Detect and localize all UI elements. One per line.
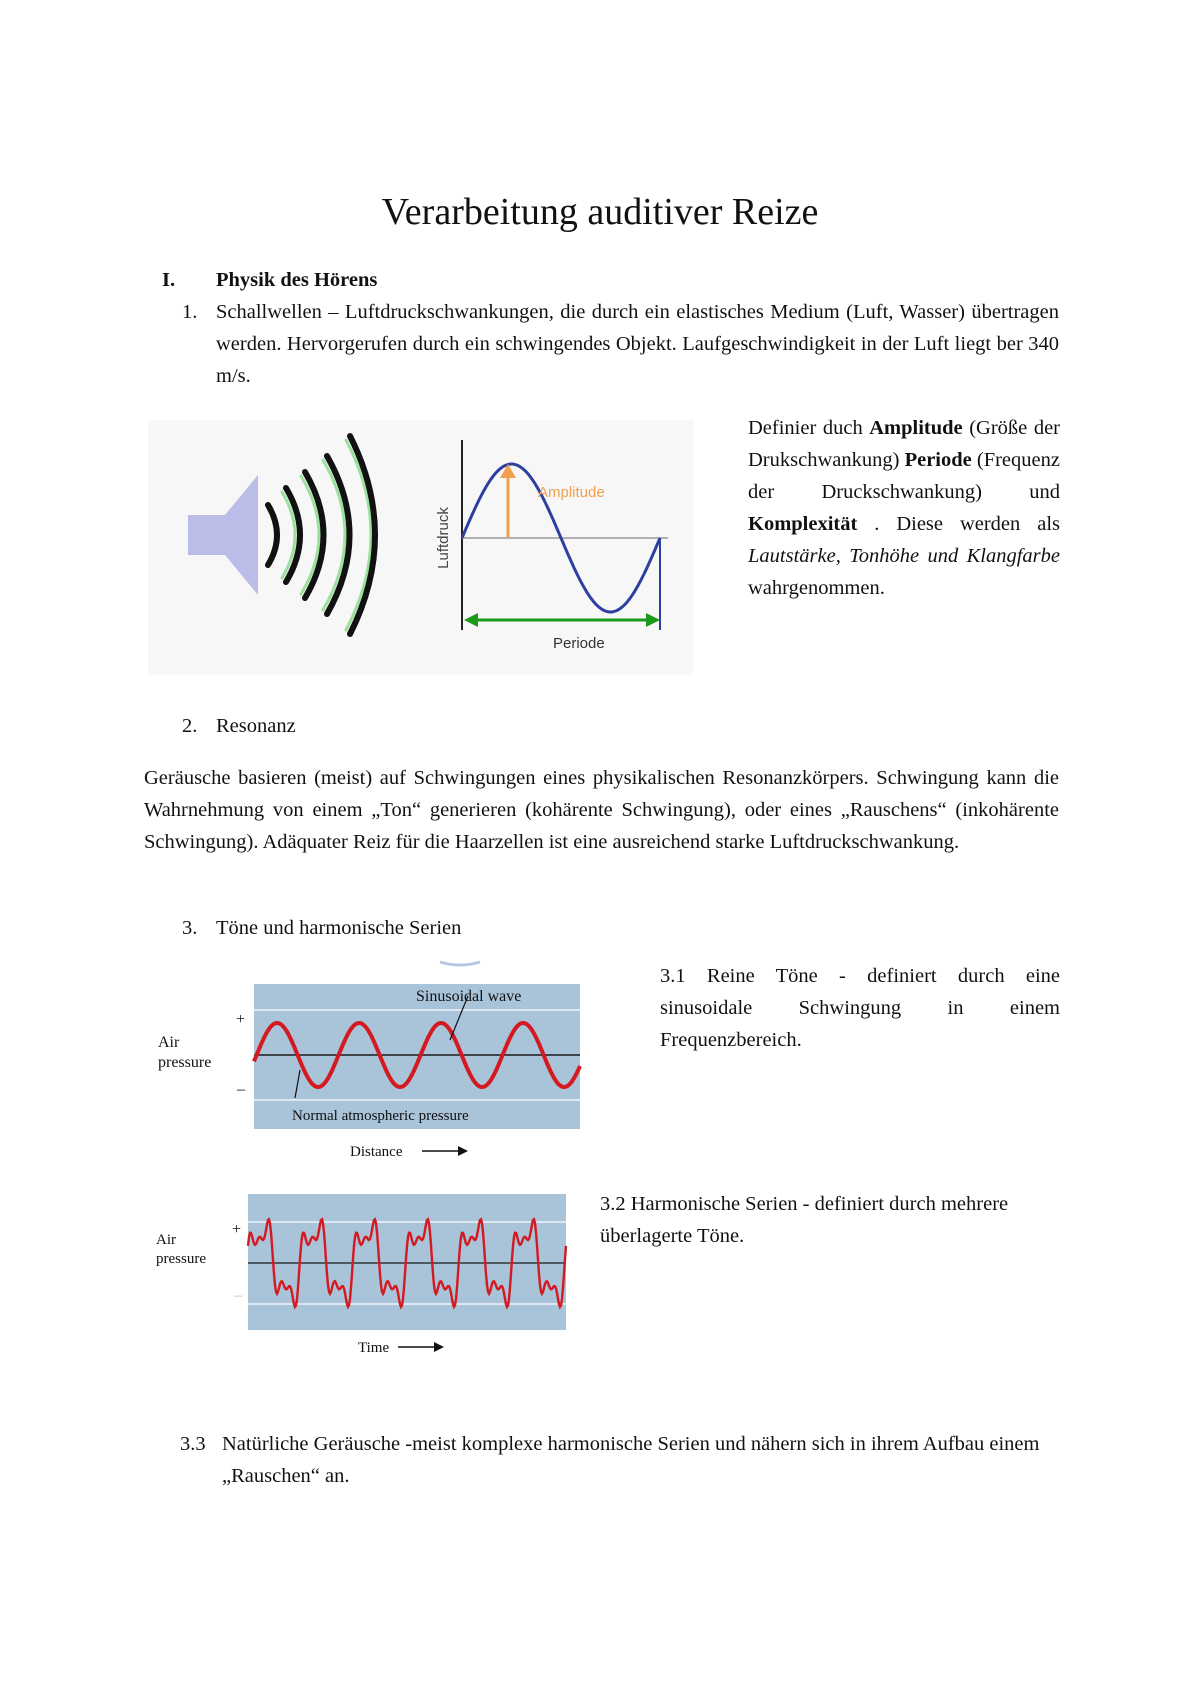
plus-sign: + <box>236 1011 246 1028</box>
section-heading: Physik des Hörens <box>216 269 378 291</box>
y-label-line-2: pressure <box>158 1054 212 1071</box>
amplitude-label: Amplitude <box>538 484 605 501</box>
baseline-label: Normal atmospheric pressure <box>292 1108 469 1124</box>
page-title: Verarbeitung auditiver Reize <box>381 191 819 233</box>
harmonic-figure <box>150 1188 580 1358</box>
sinusoidal-figure <box>150 960 590 1170</box>
item-2-heading: Resonanz <box>216 715 296 737</box>
item-1-number: 1. <box>182 301 198 323</box>
definition-part-5: wahrgenommen. <box>748 577 885 599</box>
y-axis-label: Luftdruck <box>435 507 452 569</box>
definition-text <box>748 412 1060 604</box>
section-numeral: I. <box>162 269 176 291</box>
definition-part-4: . Diese werden als <box>857 513 1060 535</box>
sound-wave-figure <box>148 420 693 675</box>
definition-part-1: Definier duch <box>748 417 870 439</box>
wave-label: Sinusoidal wave <box>416 988 522 1005</box>
x-arrow-head <box>434 1342 444 1352</box>
y-label-line-1: Air <box>156 1232 176 1248</box>
tone-33-text: Natürliche Geräusche -meist komplexe harmonische Serien und nähern sich in ihrem Aufbau einem „Rauschen“ an. <box>222 1433 1040 1487</box>
x-label: Distance <box>350 1144 403 1160</box>
minus-sign: – <box>237 1081 245 1098</box>
y-label-line-1: Air <box>158 1034 180 1051</box>
tone-32-text: 3.2 Harmonische Serien - definiert durch mehrere überlagerte Töne. <box>600 1193 1009 1247</box>
x-arrow-head <box>458 1146 468 1156</box>
perception-terms: Lautstärke, Tonhöhe und Klangfarbe <box>748 545 1060 567</box>
item-3-heading: Töne und harmonische Serien <box>216 917 462 939</box>
term-amplitude: Amplitude <box>869 417 963 439</box>
definition-part-2: (Größe der Drukschwankung) <box>748 417 1060 471</box>
definition-part-3: (Frequenz der Druckschwankung) und <box>748 449 1060 503</box>
period-label: Periode <box>553 635 605 652</box>
plot-background <box>248 1194 566 1330</box>
term-periode: Periode <box>904 449 972 471</box>
x-label: Time <box>358 1340 390 1356</box>
tone-31-text: 3.1 Reine Töne - definiert durch eine sinusoidale Schwingung in einem Frequenzbereich. <box>660 965 1060 1051</box>
y-label-line-2: pressure <box>156 1251 206 1267</box>
term-komplexitaet: Komplexität <box>748 513 858 535</box>
tone-33-number: 3.3 <box>180 1433 206 1455</box>
decorative-stroke <box>440 962 480 965</box>
minus-sign: – <box>234 1287 242 1304</box>
plus-sign: + <box>232 1221 242 1238</box>
item-1-text: Schallwellen – Luftdruckschwankungen, die durch ein elastisches Medium (Luft, Wasser) übertragen werden. Hervorgerufen durch ein schwingendes Objekt. Laufgeschwindigkeit in der Luft liegt ber 340 m/s. <box>216 301 1059 387</box>
resonanz-paragraph: Geräusche basieren (meist) auf Schwingungen eines physikalischen Resonanzkörpers. Schwingung kann die Wahrnehmung von einem „Ton“ generieren (kohärente Schwingung), oder eines „Rauschens“ (inkohärente Schwingung). Adäquater Reiz für die Haarzellen ist eine ausreichend starke Luftdruckschwankung. <box>144 767 1059 853</box>
item-3-number: 3. <box>182 917 198 939</box>
item-2-number: 2. <box>182 715 198 737</box>
